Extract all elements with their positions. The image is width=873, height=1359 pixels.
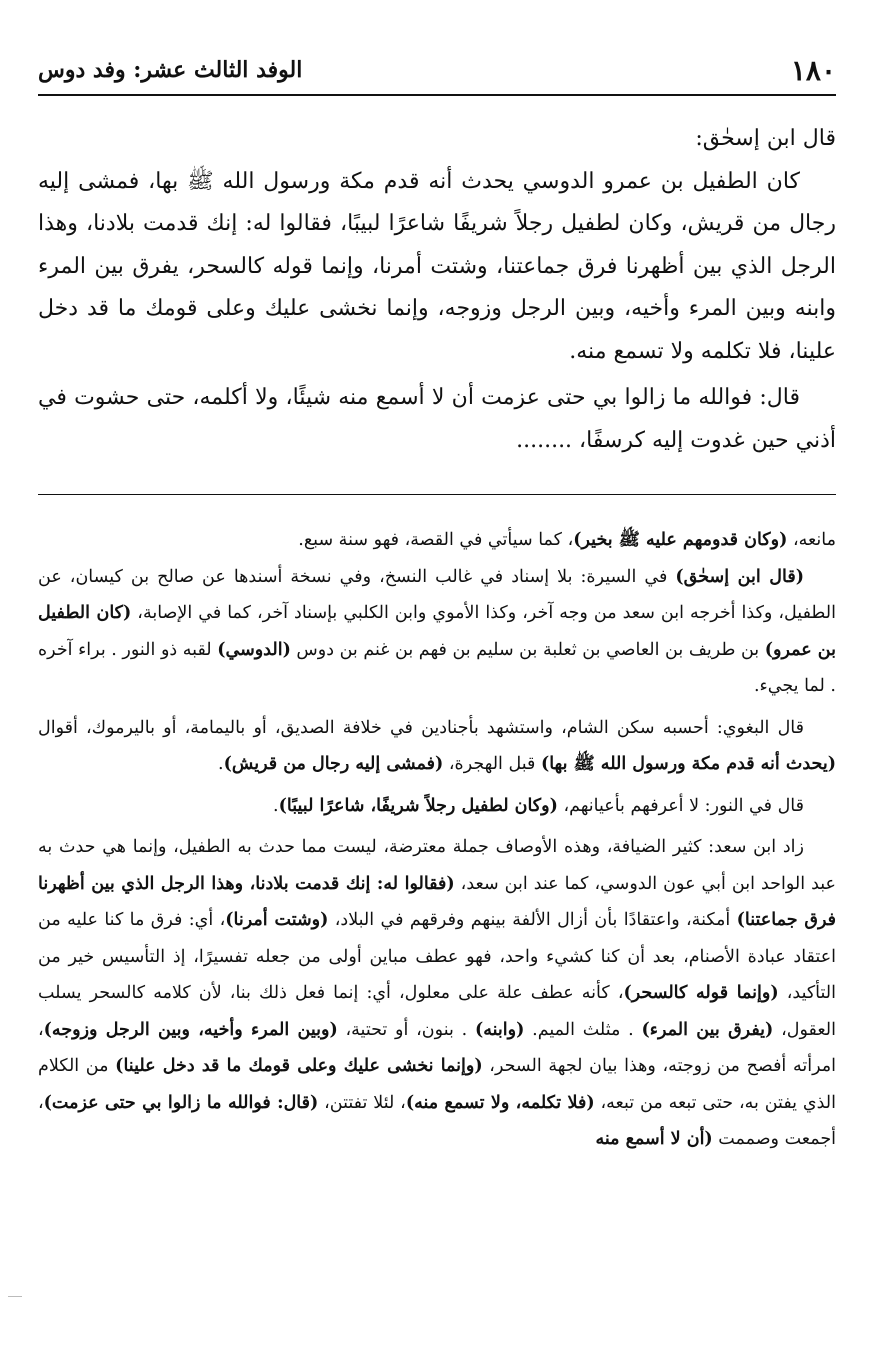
quoted-phrase: (وإنما قوله كالسحر) [623,983,779,1003]
commentary-text: في السيرة: بلا إسناد في غالب النسخ، وفي نسخة أسندها عن صالح بن كيسان، عن الطفيل، وكذا أخرجه ابن سعد من وجه آخر، وكذا الأموي وابن الكلبي بإسناد آخر، كما في الإصابة، [38,566,836,623]
commentary [38,522,836,1158]
commentary-text: . بنون، أو تحتية، [337,1019,475,1040]
commentary-paragraph-4 [38,788,836,825]
quoted-phrase: (وابنه) [474,1019,525,1040]
commentary-text: ، كأنه عطف علة على معلول، أي: إنما فعل ذلك بنا، لأن كلامه كالسحر يسلب العقول، [38,983,837,1040]
commentary-paragraph-3 [38,710,836,783]
commentary-text: . مثلث الميم. [524,1019,642,1040]
commentary-text: ، امرأته أفصح من زوجته، وهذا بيان لجهة السحر، [38,1019,836,1076]
commentary-text: مانعه، [787,530,836,550]
commentary-text: ، لئلا تفتتن، [318,1092,406,1113]
commentary-text: قال في النور: لا أعرفهم بأعيانهم، [557,795,804,816]
commentary-text: ، كما سيأتي في القصة، فهو سنة سبع. [298,530,574,550]
quoted-phrase: (كان الطفيل بن عمرو) [38,603,836,660]
book-page [38,0,836,1359]
commentary-text: قال البغوي: أحسبه سكن الشام، واستشهد بأجنادين في خلافة الصديق، أو باليمامة، أو باليرموك، أقوال [38,717,805,738]
quoted-phrase: (وكان قدومهم عليه ﷺ بخير) [573,530,788,550]
quoted-phrase: (فقالوا له: إنك قدمت بلادنا، وهذا الرجل الذي بين أظهرنا فرق جماعتنا) [38,873,837,930]
commentary-text: لقبه ذو النور . براء آخره . لما يجيء. [38,639,836,696]
commentary-text: ، أي: فرق ما كنا عليه من اعتقاد عبادة الأصنام، بعد أن كنا كشيء واحد، فهو عطف مباين أولى من جعله تفسيرًا، إذ التأسيس خير من التأكيد، [38,910,836,1003]
commentary-text: أمكنة، واعتقادًا بأن أزال الألفة بينهم وفرقهم في البلاد، [328,910,737,930]
commentary-paragraph-5 [38,829,836,1158]
header-rule [38,94,836,96]
commentary-text: زاد ابن سعد: كثير الضيافة، وهذه الأوصاف جملة معترضة، ليست مما حدث به الطفيل، وإنما هي حدث به عبد الواحد ابن أبي عون الدوسي، كما عند ابن سعد، [38,837,836,894]
commentary-text: قبل الهجرة، [443,754,541,774]
main-paragraph-continuation: قال: فوالله ما زالوا بي حتى عزمت أن لا أسمع منه شيئًا، ولا أكلمه، حتى حشوت في أذني حين غدوت إليه كرسفًا، ........ [38,385,836,453]
quoted-phrase: (يحدث أنه قدم مكة ورسول الله ﷺ بها) [540,754,836,774]
quoted-phrase: (فمشى إليه رجال من قريش) [223,754,444,774]
commentary-text: . [273,795,279,816]
main-paragraph-intro: قال ابن إسحٰق: [695,126,836,151]
running-title: الوفد الثالث عشر: وفد دوس [38,57,303,83]
quoted-phrase: (قال ابن إسحٰق) [675,566,804,587]
quoted-phrase: (وإنما نخشى عليك وعلى قومك ما قد دخل علينا) [115,1056,483,1076]
commentary-paragraph-2 [38,559,836,705]
quoted-phrase: (قال: فوالله ما زالوا بي حتى عزمت) [43,1092,319,1113]
commentary-text: من الكلام الذي يفتن به، حتى تبعه من تبعه، [38,1056,836,1113]
quoted-phrase: (وبين المرء وأخيه، وبين الرجل وزوجه) [43,1019,338,1040]
quoted-phrase: (أن لا أسمع منه [595,1129,713,1149]
main-text [38,118,836,462]
quoted-phrase: (يفرق بين المرء) [641,1019,774,1040]
commentary-text: . [218,754,224,774]
quoted-phrase: (فلا تكلمه، ولا تسمع منه) [405,1092,595,1113]
commentary-text: بن طريف بن العاصي بن ثعلبة بن سليم بن فهم بن غنم بن دوس [290,639,765,660]
main-paragraph-narration: كان الطفيل بن عمرو الدوسي يحدث أنه قدم مكة ورسول الله ﷺ بها، فمشى إليه رجال من قريش، وكان لطفيل رجلاً شريفًا شاعرًا لبيبًا، فقالوا له: إنك قدمت بلادنا، وهذا الرجل الذي بين أظهرنا فرق جماعتنا، وشتت أمرنا، وإنما قوله كالسحر، يفرق بين المرء وابنه وبين المرء وأخيه، وبين الرجل وزوجه، وإنما نخشى عليك وعلى قومك ما قد دخل علينا، فلا تكلمه ولا تسمع منه. [38,168,836,364]
quoted-phrase: (وكان لطفيل رجلاً شريفًا، شاعرًا لبيبًا) [278,795,558,816]
page-header [38,50,836,90]
commentary-text: ، أجمعت وصممت [38,1092,836,1149]
quoted-phrase: (وشتت أمرنا) [225,910,329,930]
margin-mark [8,1296,22,1297]
quoted-phrase: (الدوسي) [217,639,291,660]
footnote-divider [38,494,836,495]
page-number: ١٨٠ [790,53,836,87]
commentary-paragraph-1 [38,522,836,559]
